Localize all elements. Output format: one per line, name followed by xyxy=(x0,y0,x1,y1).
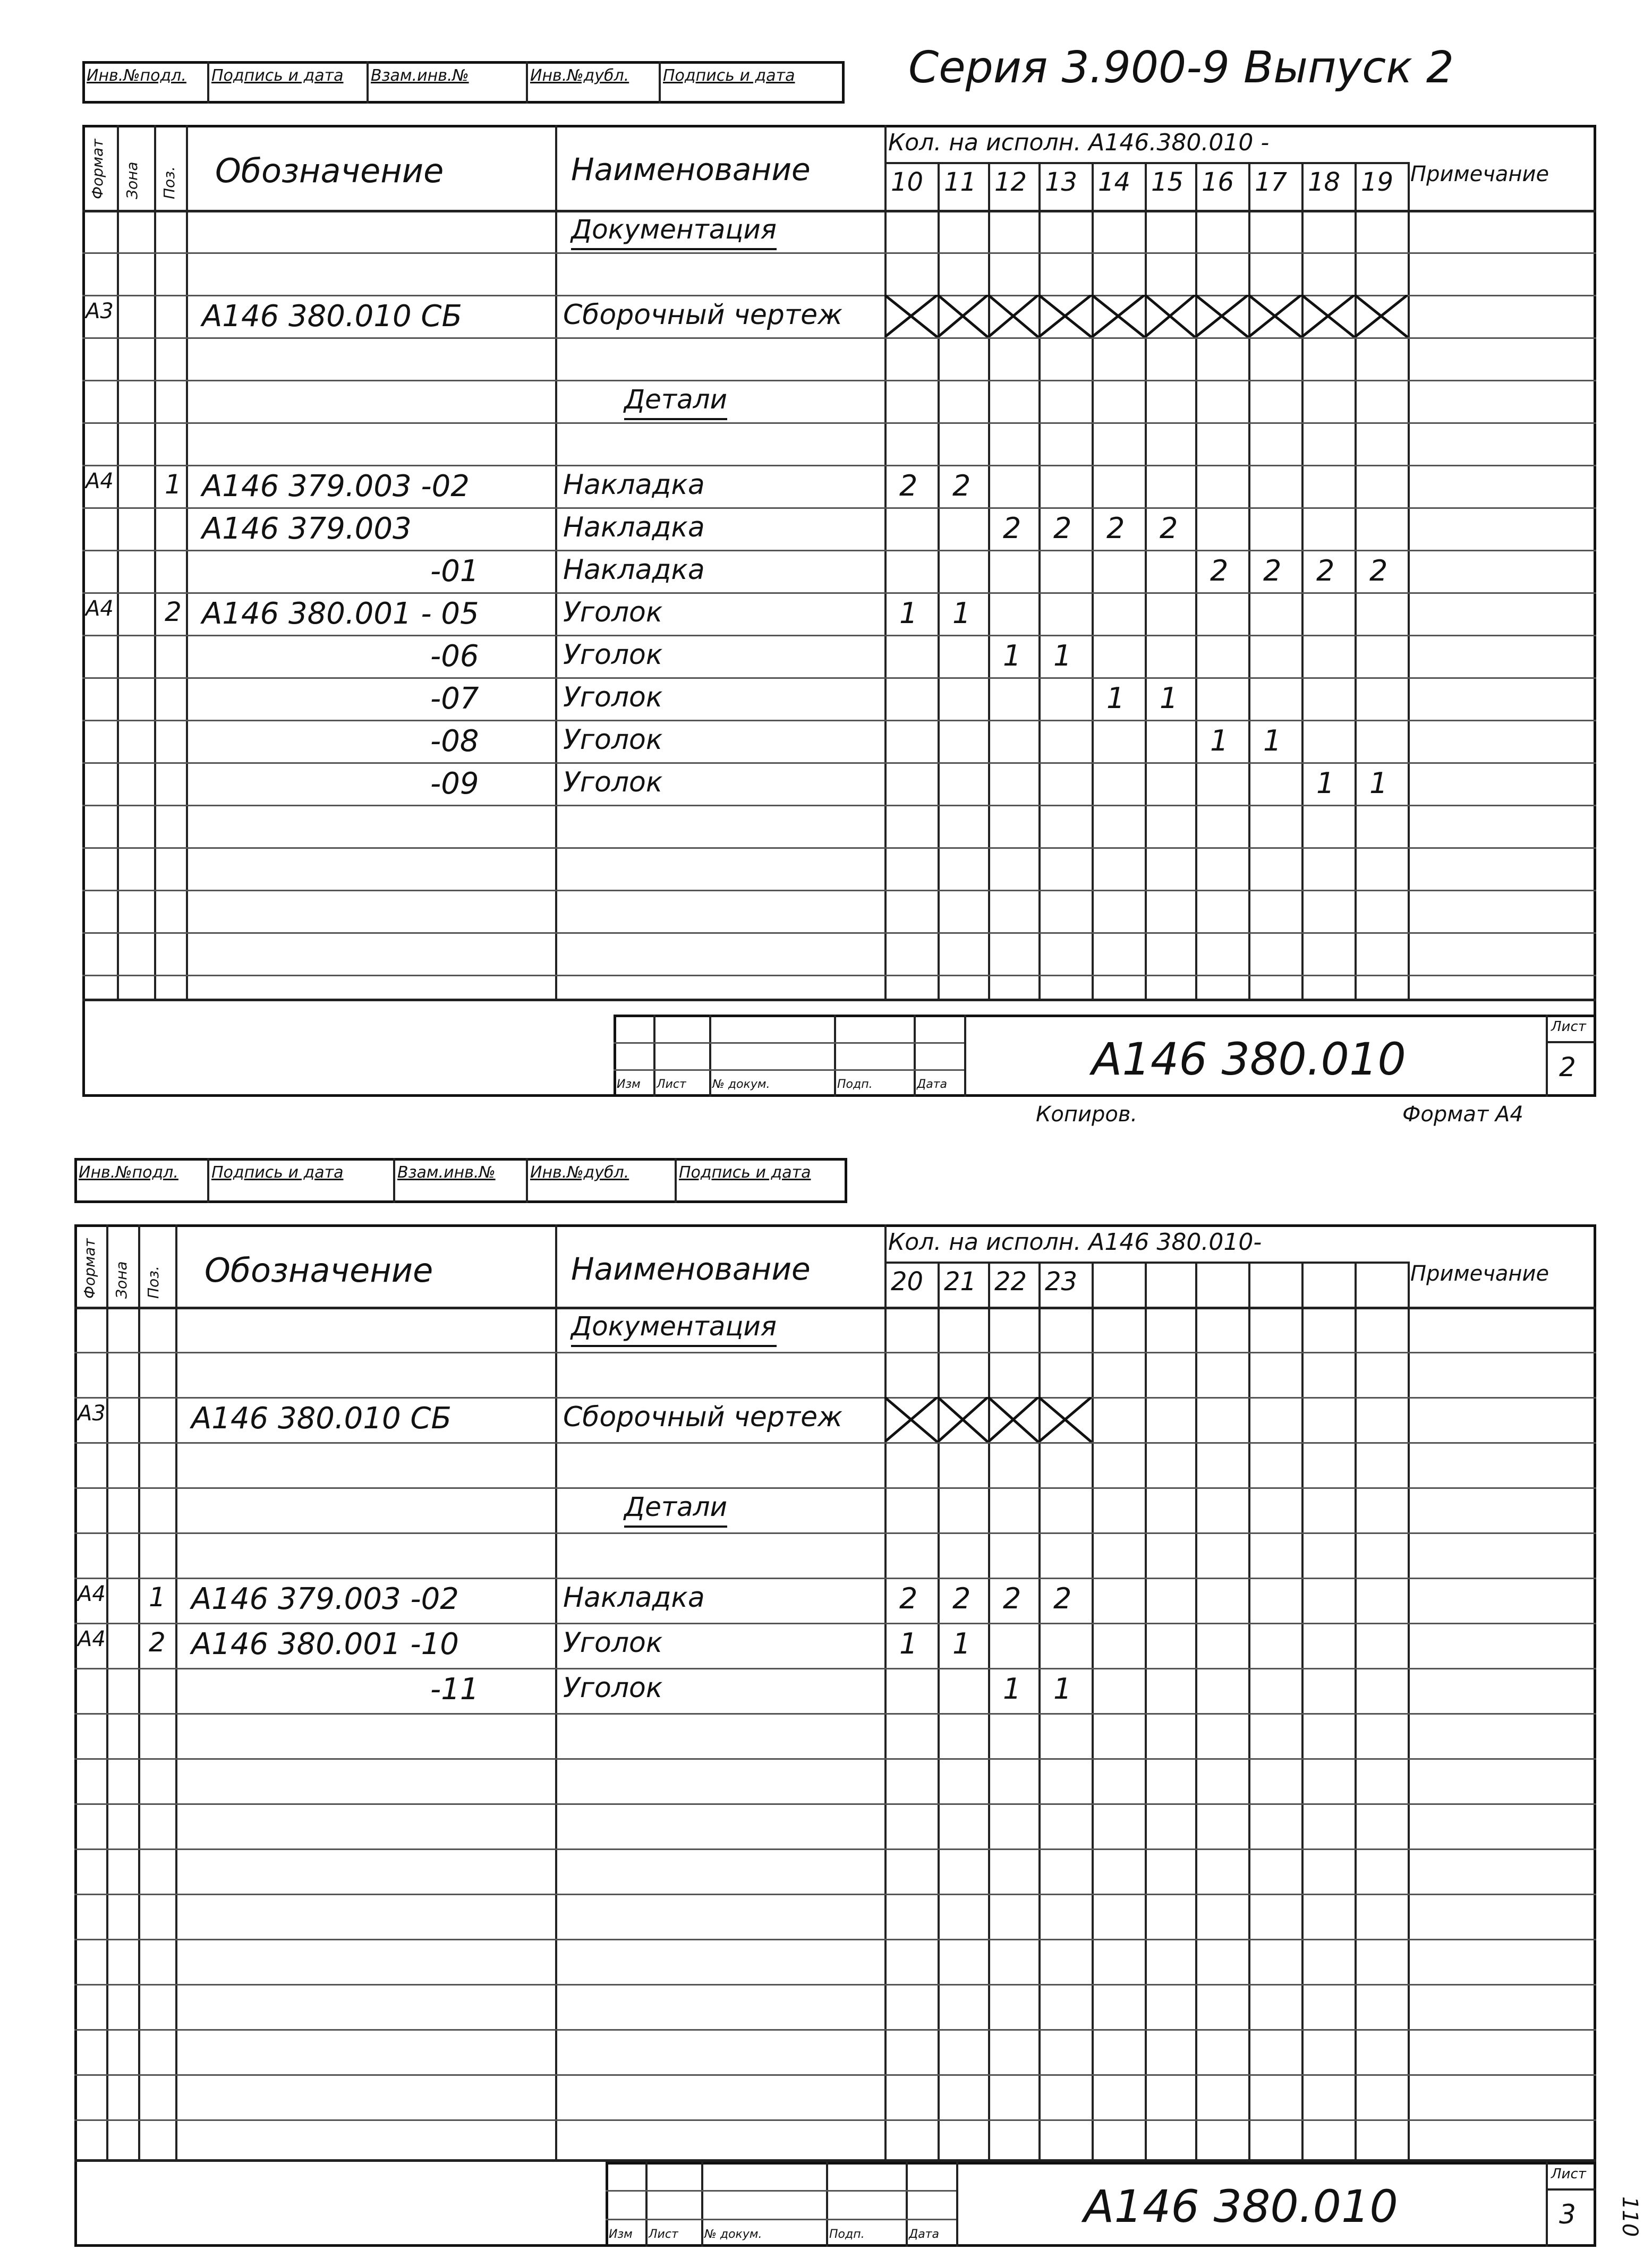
stamp-divider xyxy=(675,1158,677,1203)
header-bottom-line xyxy=(74,1307,1596,1309)
row-format: А3 xyxy=(78,1401,106,1426)
note-col-header: Примечание xyxy=(1410,1262,1549,1286)
quantity-cell: 1 xyxy=(1003,639,1021,672)
row-designation: -08 xyxy=(430,724,479,759)
row-name: Уголок xyxy=(563,681,663,713)
stamp-divider xyxy=(526,61,528,104)
sheet-line xyxy=(1546,2188,1596,2191)
title-divider xyxy=(906,2162,908,2247)
column-line xyxy=(555,125,557,999)
quantity-cell: 2 xyxy=(1106,512,1125,545)
not-applicable-cross xyxy=(884,295,938,337)
column-line xyxy=(186,125,188,999)
variant-number: 20 xyxy=(891,1267,924,1297)
sheet-label: Лист xyxy=(1551,2166,1586,2182)
variant-number: 23 xyxy=(1045,1267,1078,1297)
stamp-label: Инв.№дубл. xyxy=(530,66,629,85)
variant-number: 13 xyxy=(1045,167,1078,197)
column-line xyxy=(117,125,119,999)
stamp-label: Взам.инв.№ xyxy=(371,66,469,85)
title-field-label: Дата xyxy=(917,1078,947,1091)
column-line xyxy=(1038,162,1041,999)
row-line xyxy=(74,1352,1596,1353)
copy-note: Копиров. xyxy=(1036,1102,1138,1127)
zone-col-header: Зона xyxy=(123,161,141,199)
format-note: Формат А4 xyxy=(1402,1102,1523,1127)
stamp-divider xyxy=(207,1158,209,1203)
not-applicable-cross xyxy=(938,1397,988,1442)
title-row-line xyxy=(606,2219,956,2220)
row-line xyxy=(74,1623,1596,1624)
column-line xyxy=(1195,1262,1197,2159)
not-applicable-cross xyxy=(1038,295,1092,337)
row-designation: А146 380.010 СБ xyxy=(202,299,462,334)
quantity-cell: 2 xyxy=(952,469,971,502)
column-line xyxy=(106,1224,108,2159)
variant-number: 14 xyxy=(1098,167,1131,197)
column-line xyxy=(884,1224,887,2159)
column-line xyxy=(1301,1262,1304,2159)
margin-mark: 110 xyxy=(1617,2196,1642,2237)
quantity-cell: 2 xyxy=(1263,554,1282,587)
row-line xyxy=(82,805,1596,806)
quantity-cell: 2 xyxy=(899,1582,918,1615)
sheet-number: 2 xyxy=(1559,1052,1576,1083)
row-designation: -09 xyxy=(430,766,479,801)
column-line xyxy=(988,162,990,999)
quantity-cell: 2 xyxy=(1053,1582,1072,1615)
title-row-line xyxy=(614,1069,964,1071)
title-field-label: № докум. xyxy=(712,1078,770,1091)
column-line xyxy=(175,1224,177,2159)
column-line xyxy=(1408,162,1410,999)
row-name: Уголок xyxy=(563,1627,663,1659)
quantity-cell: 2 xyxy=(1003,1582,1021,1615)
column-line xyxy=(154,125,156,999)
row-name: Уголок xyxy=(563,766,663,798)
column-line xyxy=(938,1262,940,2159)
column-line xyxy=(1092,1262,1094,2159)
row-line xyxy=(74,1758,1596,1760)
not-applicable-cross xyxy=(1355,295,1408,337)
quantity-cell: 2 xyxy=(899,469,918,502)
column-line xyxy=(1145,1262,1147,2159)
title-divider xyxy=(964,1015,966,1097)
title-field-label: № докум. xyxy=(704,2228,762,2241)
format-col-header: Формат xyxy=(81,1238,98,1299)
title-field-label: Лист xyxy=(649,2228,678,2241)
row-position: 1 xyxy=(149,1582,166,1613)
quantity-cell: 2 xyxy=(1210,554,1229,587)
row-line xyxy=(74,1397,1596,1399)
row-line xyxy=(82,380,1596,381)
row-designation: А146 380.010 СБ xyxy=(191,1401,452,1436)
row-line xyxy=(82,932,1596,934)
quantity-cell: 2 xyxy=(1003,512,1021,545)
sheet-label: Лист xyxy=(1551,1019,1586,1035)
stamp-label: Подпись и дата xyxy=(663,66,795,85)
quantity-cell: 1 xyxy=(952,1627,971,1660)
row-line xyxy=(74,1803,1596,1805)
table-frame xyxy=(74,1224,1596,2247)
not-applicable-cross xyxy=(1038,1397,1092,1442)
title-row-line xyxy=(606,2190,956,2192)
note-col-header: Примечание xyxy=(1410,162,1549,186)
sheet-line xyxy=(1546,1041,1596,1043)
row-line xyxy=(82,677,1596,679)
title-field-label: Подп. xyxy=(837,1078,873,1091)
variant-number: 11 xyxy=(944,167,977,197)
variant-number: 22 xyxy=(994,1267,1027,1297)
row-line xyxy=(82,507,1596,509)
row-line xyxy=(82,422,1596,424)
row-line xyxy=(74,1939,1596,1940)
title-divider xyxy=(826,2162,828,2247)
row-line xyxy=(82,252,1596,254)
row-name: Сборочный чертеж xyxy=(563,299,842,331)
quantity-cell: 1 xyxy=(1053,1672,1072,1706)
row-format: А4 xyxy=(78,1582,106,1606)
quantity-cell: 2 xyxy=(1160,512,1178,545)
not-applicable-cross xyxy=(1195,295,1248,337)
sheet-number: 3 xyxy=(1559,2199,1576,2230)
row-position: 2 xyxy=(149,1627,166,1658)
title-field-label: Изм xyxy=(609,2228,633,2241)
column-line xyxy=(1408,1262,1410,2159)
title-field-label: Подп. xyxy=(829,2228,865,2241)
quantity-cell: 1 xyxy=(1160,681,1178,715)
column-line xyxy=(138,1224,140,2159)
row-line xyxy=(74,1487,1596,1489)
sheet-divider xyxy=(1546,2162,1548,2247)
row-line xyxy=(74,1442,1596,1444)
variant-number: 19 xyxy=(1361,167,1394,197)
row-line xyxy=(74,1668,1596,1669)
document-number: А146 380.010 xyxy=(1084,2180,1398,2233)
row-designation: -11 xyxy=(430,1672,479,1707)
title-field-label: Изм xyxy=(617,1078,641,1091)
variant-number: 15 xyxy=(1151,167,1184,197)
row-line xyxy=(82,635,1596,636)
row-name: Уголок xyxy=(563,1672,663,1704)
row-position: 1 xyxy=(165,469,182,500)
stamp-label: Инв.№дубл. xyxy=(530,1163,629,1182)
title-divider xyxy=(653,1015,655,1097)
row-line xyxy=(82,550,1596,551)
row-line xyxy=(74,1578,1596,1579)
row-line xyxy=(74,1848,1596,1850)
row-line xyxy=(74,2074,1596,2076)
row-designation: А146 379.003 -02 xyxy=(202,469,470,504)
qty-header-line xyxy=(884,1262,1408,1264)
quantity-cell: 1 xyxy=(899,1627,918,1660)
not-applicable-cross xyxy=(1145,295,1195,337)
row-designation: -06 xyxy=(430,639,479,674)
stamp-label: Инв.№подл. xyxy=(87,66,186,85)
row-line xyxy=(74,1894,1596,1895)
qty-header: Кол. на исполн. А146 380.010- xyxy=(888,1229,1262,1256)
not-applicable-cross xyxy=(988,295,1038,337)
row-format: А4 xyxy=(86,469,114,493)
stamp-divider xyxy=(659,61,661,104)
row-designation: А146 379.003 -02 xyxy=(191,1582,459,1616)
title-divider xyxy=(709,1015,711,1097)
not-applicable-cross xyxy=(1092,295,1145,337)
header-bottom-line xyxy=(82,210,1596,212)
quantity-cell: 1 xyxy=(1003,1672,1021,1706)
section-title: Документация xyxy=(571,1311,777,1347)
not-applicable-cross xyxy=(1248,295,1301,337)
quantity-cell: 1 xyxy=(952,597,971,630)
not-applicable-cross xyxy=(1301,295,1355,337)
quantity-cell: 2 xyxy=(1369,554,1388,587)
row-name: Накладка xyxy=(563,512,705,543)
series-header: Серия 3.900-9 Выпуск 2 xyxy=(908,42,1454,93)
designation-col-header: Обозначение xyxy=(205,1251,433,1290)
column-line xyxy=(1301,162,1304,999)
quantity-cell: 1 xyxy=(1369,766,1388,800)
section-title: Детали xyxy=(624,384,727,420)
row-position: 2 xyxy=(165,597,182,627)
column-line xyxy=(938,162,940,999)
row-format: А3 xyxy=(86,299,114,323)
variant-number: 17 xyxy=(1255,167,1288,197)
quantity-cell: 1 xyxy=(1263,724,1282,757)
row-designation: А146 380.001 - 05 xyxy=(202,597,479,631)
stamp-label: Инв.№подл. xyxy=(79,1163,178,1182)
stamp-label: Подпись и дата xyxy=(211,1163,344,1182)
column-line xyxy=(1038,1262,1041,2159)
row-name: Накладка xyxy=(563,554,705,586)
name-col-header: Наименование xyxy=(571,1251,811,1287)
quantity-cell: 2 xyxy=(1316,554,1335,587)
row-line xyxy=(74,1984,1596,1986)
not-applicable-cross xyxy=(988,1397,1038,1442)
variant-number: 10 xyxy=(891,167,924,197)
title-divider xyxy=(956,2162,958,2247)
quantity-cell: 1 xyxy=(1053,639,1072,672)
section-title: Детали xyxy=(624,1492,727,1528)
quantity-cell: 1 xyxy=(1316,766,1335,800)
row-line xyxy=(74,1713,1596,1715)
row-format: А4 xyxy=(78,1627,106,1651)
row-line xyxy=(82,592,1596,594)
name-col-header: Наименование xyxy=(571,151,811,188)
quantity-cell: 2 xyxy=(952,1582,971,1615)
column-line xyxy=(884,125,887,999)
not-applicable-cross xyxy=(938,295,988,337)
column-line xyxy=(1145,162,1147,999)
zone-col-header: Зона xyxy=(113,1261,130,1299)
column-line xyxy=(1092,162,1094,999)
title-row-line xyxy=(614,1042,964,1044)
stamp-divider xyxy=(367,61,369,104)
row-line xyxy=(74,1532,1596,1534)
stamp-divider xyxy=(393,1158,395,1203)
title-divider xyxy=(701,2162,703,2247)
column-line xyxy=(988,1262,990,2159)
row-designation: -01 xyxy=(430,554,479,589)
variant-number: 21 xyxy=(944,1267,977,1297)
stamp-divider xyxy=(207,61,209,104)
pos-col-header: Поз. xyxy=(160,166,178,199)
column-line xyxy=(1355,1262,1357,2159)
stamp-label: Подпись и дата xyxy=(679,1163,811,1182)
section-title: Документация xyxy=(571,214,777,250)
body-bottom-line xyxy=(82,999,1596,1001)
column-line xyxy=(555,1224,557,2159)
row-name: Уголок xyxy=(563,597,663,628)
row-line xyxy=(74,2119,1596,2121)
row-line xyxy=(82,720,1596,721)
column-line xyxy=(1248,162,1250,999)
quantity-cell: 1 xyxy=(1210,724,1229,757)
row-line xyxy=(74,2029,1596,2031)
stamp-divider xyxy=(526,1158,528,1203)
title-divider xyxy=(914,1015,916,1097)
row-name: Накладка xyxy=(563,469,705,501)
title-divider xyxy=(645,2162,648,2247)
column-line xyxy=(1248,1262,1250,2159)
title-divider xyxy=(834,1015,836,1097)
row-line xyxy=(82,975,1596,976)
row-name: Уголок xyxy=(563,724,663,756)
row-format: А4 xyxy=(86,597,114,621)
column-line xyxy=(1355,162,1357,999)
row-line xyxy=(82,890,1596,891)
row-designation: А146 379.003 xyxy=(202,512,412,546)
document-number: А146 380.010 xyxy=(1092,1033,1406,1085)
quantity-cell: 1 xyxy=(1106,681,1125,715)
row-line xyxy=(82,465,1596,466)
variant-number: 18 xyxy=(1308,167,1341,197)
stamp-label: Взам.инв.№ xyxy=(397,1163,496,1182)
row-designation: -07 xyxy=(430,681,479,716)
stamp-label: Подпись и дата xyxy=(211,66,344,85)
row-name: Сборочный чертеж xyxy=(563,1401,842,1433)
title-field-label: Дата xyxy=(909,2228,939,2241)
row-name: Уголок xyxy=(563,639,663,671)
row-line xyxy=(82,337,1596,339)
format-col-header: Формат xyxy=(89,139,106,199)
quantity-cell: 2 xyxy=(1053,512,1072,545)
not-applicable-cross xyxy=(884,1397,938,1442)
quantity-cell: 1 xyxy=(899,597,918,630)
sheet-divider xyxy=(1546,1015,1548,1097)
column-line xyxy=(1195,162,1197,999)
title-field-label: Лист xyxy=(657,1078,686,1091)
qty-header-line xyxy=(884,162,1408,164)
row-name: Накладка xyxy=(563,1582,705,1614)
row-line xyxy=(82,762,1596,764)
pos-col-header: Поз. xyxy=(144,1266,162,1299)
row-line xyxy=(82,847,1596,849)
variant-number: 16 xyxy=(1202,167,1234,197)
designation-col-header: Обозначение xyxy=(215,151,444,190)
row-designation: А146 380.001 -10 xyxy=(191,1627,459,1661)
qty-header: Кол. на исполн. А146.380.010 - xyxy=(888,129,1270,156)
variant-number: 12 xyxy=(994,167,1027,197)
